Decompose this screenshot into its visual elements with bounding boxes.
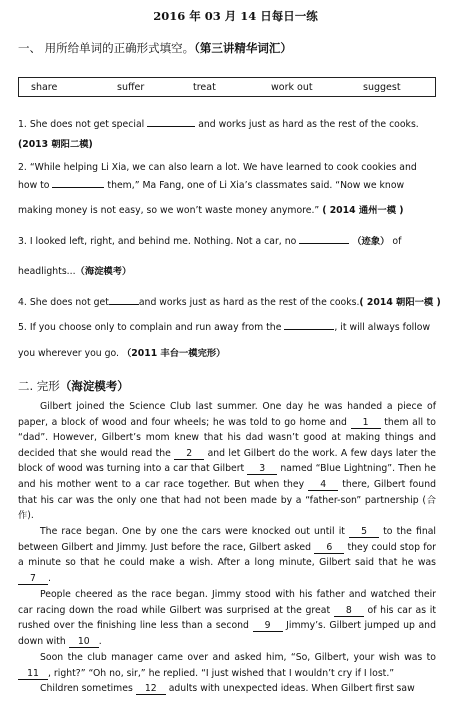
q5-blank[interactable]: [284, 329, 334, 330]
cloze-text: .: [48, 572, 51, 584]
word-bank-item: suffer: [117, 82, 145, 93]
question-2-line-2: [18, 179, 436, 192]
q4-text-a: 4. She does not get: [18, 297, 109, 308]
cloze-text: Children sometimes: [40, 683, 136, 694]
cloze-blank-8[interactable]: 8: [334, 606, 364, 617]
section2-heading: [18, 378, 129, 394]
cloze-blank-10[interactable]: 10: [69, 637, 99, 648]
cloze-text: they could stop for a minute so that he could make a wish. After a long minute, Gilbert said that he was: [18, 541, 436, 569]
q3-blank[interactable]: [299, 243, 349, 244]
question-1: [18, 118, 436, 131]
cloze-text: named “Blue Lightning”. Then he and his mother went to a car race together. But when they: [18, 463, 436, 490]
q4-source: ( 2014 朝阳一模 ): [359, 297, 441, 308]
cloze-paragraph-4: [18, 650, 436, 681]
cloze-text: them all to “dad”. However, Gilbert’s mom knew that his dad wasn’t good at making things and decided that she would read the: [18, 416, 436, 459]
section2-heading-text: 二. 完形: [18, 379, 60, 393]
q2-text-a: how to: [18, 180, 50, 191]
cloze-blank-1[interactable]: 1: [351, 418, 381, 429]
cloze-paragraph-1: [18, 399, 436, 524]
q4-text-b: and works just as hard as the rest of the cooks.: [138, 297, 360, 308]
q1-text-a: 1. She does not get special: [18, 119, 145, 130]
cloze-text: and let Gilbert do the work. A few days later the block of wood was turning into a car that Gilbert: [18, 447, 436, 475]
cloze-text: Gilbert joined the Science Club last summer. One day he was handed a piece of paper, a block of wood and four wheels; he was told to go home and: [18, 401, 436, 428]
q5-text-b: , it will always follow: [334, 322, 431, 333]
q3-text-a: 3. I looked left, right, and behind me. Nothing. Not a car, no: [18, 236, 297, 247]
question-3-line-2: [18, 265, 436, 278]
section2-heading-note: （海淀模考）: [59, 379, 129, 393]
cloze-blank-6[interactable]: 6: [314, 543, 344, 554]
cloze-text: adults with unexpected ideas. When Gilbert first saw: [165, 683, 415, 694]
cloze-blank-7[interactable]: 7: [18, 574, 48, 585]
q1-blank[interactable]: [147, 126, 195, 127]
q1-text-b: and works just as hard as the rest of the cooks.: [198, 119, 419, 130]
cloze-text: of his car as it rushed over the finishing line less than a second: [18, 604, 436, 632]
q2-blank[interactable]: [52, 187, 104, 188]
section1-heading-note: （第三讲精华词汇）: [194, 41, 292, 55]
question-3: [18, 235, 436, 248]
section1-heading-text: 一、 用所给单词的正确形式填空。: [18, 41, 195, 55]
cloze-text: , right?” “Oh no, sir,” he replied. “I just wished that I wouldn’t cry if I lost.”: [48, 667, 395, 679]
q3-source: （海淀模考）: [75, 266, 132, 277]
word-bank-item: treat: [193, 82, 216, 93]
q5-text-a: 5. If you choose only to complain and run away from the: [18, 322, 282, 333]
cloze-text: to the final between Gilbert and Jimmy. Just before the race, Gilbert asked: [18, 526, 437, 553]
question-2-line-1: 2. “While helping Li Xia, we can also learn a lot. We have learned to cook cookies and: [18, 162, 417, 173]
page-title: 2016 年 03 月 14 日每日一练: [153, 9, 318, 23]
word-bank-item: suggest: [363, 82, 401, 93]
word-bank-box: [18, 77, 436, 97]
q1-source: (2013 朝阳二模): [18, 139, 93, 150]
question-2-line-3: [18, 204, 436, 217]
cloze-text: there, Gilbert found that his car was the only one that had not been made by a “father-son” partnership (合作).: [18, 478, 436, 522]
question-4: [18, 296, 441, 309]
q3-text-of: of: [392, 236, 402, 247]
q5-text-l2: you wherever you go.: [18, 348, 120, 359]
cloze-paragraph-5: [18, 681, 436, 697]
cloze-paragraph-2: [18, 524, 436, 586]
cloze-blank-2[interactable]: 2: [174, 449, 204, 460]
cloze-blank-11[interactable]: 11: [18, 669, 48, 680]
cloze-text: The race began. One by one the cars were knocked out until it: [40, 526, 350, 537]
q2-text-b: them,” Ma Fang, one of Li Xia’s classmates said. “Now we know: [107, 180, 405, 191]
question-5-line-2: [18, 347, 436, 360]
cloze-blank-3[interactable]: 3: [247, 464, 277, 475]
q4-blank[interactable]: [109, 304, 139, 305]
cloze-text: Jimmy’s. Gilbert jumped up and down with: [18, 620, 436, 647]
question-5: [18, 321, 436, 334]
q3-text-l2: headlights...: [18, 266, 76, 277]
cloze-blank-5[interactable]: 5: [349, 527, 379, 538]
cloze-paragraph-3: [18, 587, 436, 649]
cloze-blank-12[interactable]: 12: [136, 684, 166, 695]
word-bank-item: share: [31, 82, 58, 93]
section1-heading: [18, 40, 292, 56]
q2-source: ( 2014 通州一模 ): [322, 205, 404, 216]
cloze-text: Soon the club manager came over and asked him, “So, Gilbert, your wish was to: [40, 652, 436, 663]
q3-hint: （迹象）: [352, 236, 390, 247]
q5-source: （2011 丰台一模完形）: [121, 348, 226, 359]
cloze-text: People cheered as the race began. Jimmy stood with his father and watched their car racing down the road while Gilbert was surprised at the great: [18, 589, 436, 616]
word-bank-item: work out: [271, 82, 313, 93]
cloze-blank-4[interactable]: 4: [308, 480, 338, 491]
q2-text-c: making money is not easy, so we won’t waste money anymore.”: [18, 205, 320, 216]
cloze-text: .: [98, 635, 102, 647]
cloze-blank-9[interactable]: 9: [253, 621, 283, 632]
